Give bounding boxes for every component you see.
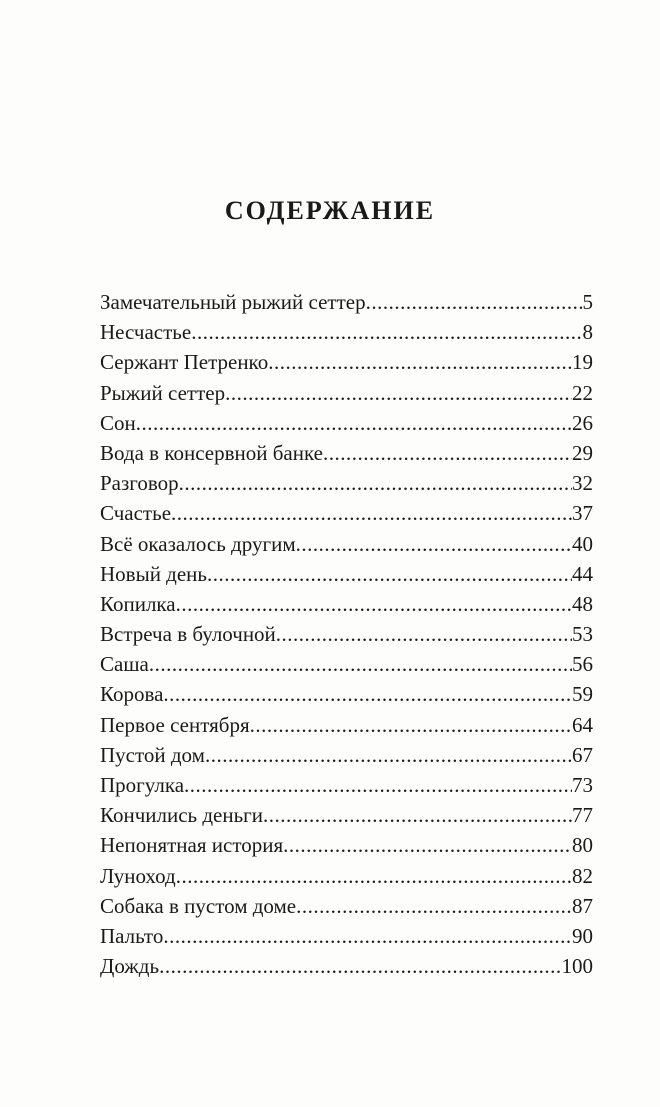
toc-entry	[100, 468, 593, 498]
toc-entry-page-number: 80	[572, 833, 593, 858]
toc-entry-title: Несчастье	[100, 320, 192, 345]
toc-entry-page-number: 56	[572, 652, 593, 677]
page-title: СОДЕРЖАНИЕ	[224, 196, 436, 225]
toc-entry-page-number: 77	[572, 803, 593, 828]
toc-entry-page-number: 87	[572, 893, 593, 918]
dot-leader	[250, 710, 572, 740]
toc-entry-page-number: 29	[572, 440, 593, 465]
toc-entry-title: Первое сентября	[100, 712, 250, 737]
toc-entry-page-number: 67	[572, 742, 593, 767]
toc-entry-title: Копилка	[100, 591, 176, 616]
dot-leader	[205, 740, 572, 770]
toc-entry	[100, 438, 593, 468]
toc-entry-title: Разговор	[100, 471, 179, 496]
toc-entry-page-number: 37	[572, 501, 593, 526]
dot-leader	[296, 529, 572, 559]
toc-entry-page-number: 26	[572, 410, 593, 435]
toc-entry	[100, 861, 593, 891]
toc-entry-page-number: 73	[572, 773, 593, 797]
toc-entry-title: Счастье	[100, 501, 172, 526]
dot-leader	[268, 347, 572, 377]
toc-entry	[100, 378, 593, 408]
toc-entry-page-number: 48	[572, 591, 593, 616]
toc-entry	[100, 619, 593, 649]
dot-leader	[171, 498, 572, 528]
toc-entry	[100, 800, 593, 830]
toc-entry-title: Саша	[100, 652, 149, 677]
toc-entry-title: Новый день	[100, 561, 207, 586]
toc-entry	[100, 951, 593, 981]
toc-entry	[100, 589, 593, 619]
toc-entry	[100, 408, 593, 438]
toc-entry-title: Пустой дом	[100, 742, 205, 767]
toc-entry-title: Замечательный рыжий сеттер	[100, 290, 366, 314]
dot-leader	[176, 589, 572, 619]
toc-entry-title: Луноход	[100, 863, 176, 888]
toc-entry-title: Всё оказалось другим	[100, 531, 296, 556]
toc-entry-title: Встреча в булочной	[100, 622, 276, 647]
toc-entry-title: Пальто	[100, 923, 164, 948]
toc-entry-page-number: 22	[572, 380, 593, 405]
toc-entry-title: Непонятная история	[100, 833, 284, 858]
toc-entry-title: Дождь	[100, 954, 160, 979]
toc-entry-page-number: 90	[572, 923, 593, 948]
toc-entry-page-number: 100	[561, 954, 593, 979]
dot-leader	[191, 317, 582, 347]
toc-entry	[100, 830, 593, 860]
toc-entry	[100, 770, 593, 800]
dot-leader	[184, 770, 572, 800]
dot-leader	[207, 559, 572, 589]
dot-leader	[283, 830, 572, 860]
toc-entry-page-number: 5	[582, 290, 593, 314]
toc-entry	[100, 891, 593, 921]
toc-entry	[100, 710, 593, 740]
dot-leader	[276, 619, 572, 649]
toc-entry-title: Сон	[100, 410, 136, 435]
toc-entry	[100, 559, 593, 589]
dot-leader	[263, 800, 572, 830]
toc-entry	[100, 317, 593, 347]
toc-entry	[100, 347, 593, 377]
dot-leader	[159, 951, 561, 981]
toc-entry-title: Прогулка	[100, 773, 185, 797]
dot-leader	[323, 438, 572, 468]
toc-entry-title: Собака в пустом доме	[100, 893, 297, 918]
toc-entry	[100, 921, 593, 951]
toc-entry-page-number: 64	[572, 712, 593, 737]
toc-entry-page-number: 59	[572, 682, 593, 707]
toc-entry-page-number: 40	[572, 531, 593, 556]
toc-entry	[100, 649, 593, 679]
toc-entry	[100, 287, 593, 317]
toc-entry-title: Корова	[100, 682, 164, 707]
toc-entry	[100, 679, 593, 709]
dot-leader	[179, 468, 572, 498]
dot-leader	[163, 679, 572, 709]
toc-entry-page-number: 32	[572, 471, 593, 496]
dot-leader	[163, 921, 572, 951]
toc-entry-title: Кончились деньги	[100, 803, 264, 828]
toc-entry-page-number: 44	[572, 561, 593, 586]
toc-entry-page-number: 19	[572, 350, 593, 375]
toc-entry	[100, 529, 593, 559]
toc-entry	[100, 740, 593, 770]
toc-entry-page-number: 53	[572, 622, 593, 647]
toc-entry-page-number: 8	[582, 320, 593, 345]
toc-entry	[100, 498, 593, 528]
toc-entry-title: Сержант Петренко	[100, 350, 269, 375]
table-of-contents	[100, 287, 593, 981]
dot-leader	[225, 378, 572, 408]
toc-entry-page-number: 82	[572, 863, 593, 888]
dot-leader	[136, 408, 572, 438]
dot-leader	[366, 287, 583, 317]
dot-leader	[176, 861, 572, 891]
dot-leader	[149, 649, 572, 679]
toc-entry-title: Вода в консервной банке	[100, 440, 323, 465]
dot-leader	[296, 891, 572, 921]
toc-entry-title: Рыжий сеттер	[100, 380, 226, 405]
